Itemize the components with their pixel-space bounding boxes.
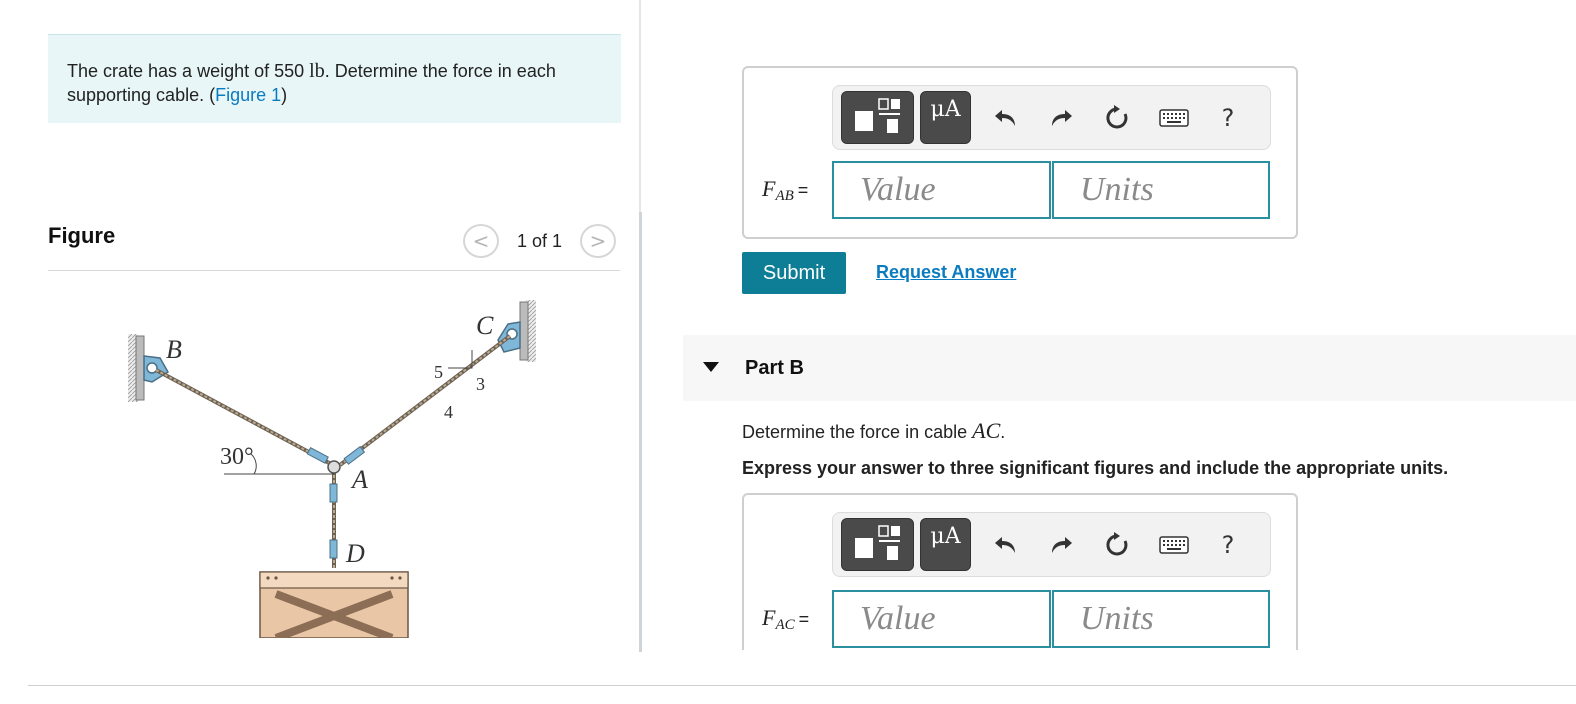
math-toolbar-a: [832, 85, 1271, 150]
f-ac-units-input[interactable]: Units: [1052, 590, 1270, 648]
chevron-left-icon: <: [472, 229, 490, 253]
reset-icon: [1103, 531, 1131, 559]
submit-button[interactable]: Submit: [742, 252, 846, 294]
figure-heading: Figure: [48, 223, 116, 248]
ring-a: [328, 461, 340, 473]
undo-icon: [993, 534, 1019, 556]
crate-cable-figure: [48, 278, 608, 638]
mu-a-button[interactable]: [920, 91, 971, 144]
label-5: 5: [434, 362, 443, 382]
f-ac-value-input[interactable]: Value: [832, 590, 1051, 648]
reset-button[interactable]: [1097, 523, 1137, 567]
problem-text-2: . Determine the force in each supporting cable. (: [67, 61, 556, 105]
crate: [260, 572, 408, 638]
keyboard-button[interactable]: [1153, 523, 1195, 567]
chevron-right-icon: >: [589, 229, 607, 253]
part-b-header[interactable]: [683, 335, 1576, 401]
weight-unit: lb: [309, 60, 325, 82]
part-b-instruction: Express your answer to three significant figures and include the appropriate units.: [742, 458, 1449, 478]
figure-divider: [48, 270, 620, 271]
mu-a-button[interactable]: [920, 518, 971, 571]
part-b-answer-box: [742, 493, 1298, 650]
collapse-triangle-icon[interactable]: [703, 362, 719, 372]
left-pane: [0, 0, 640, 652]
undo-button[interactable]: [986, 96, 1026, 140]
templates-button[interactable]: [841, 91, 914, 144]
f-ab-value-input[interactable]: Value: [832, 161, 1051, 219]
help-button[interactable]: [1208, 96, 1248, 140]
reset-icon: [1103, 104, 1131, 132]
mu-a-icon: μA: [930, 97, 961, 122]
keyboard-icon: [1159, 109, 1189, 127]
label-c: C: [476, 311, 494, 340]
keyboard-icon: [1159, 536, 1189, 554]
templates-button[interactable]: [841, 518, 914, 571]
templates-icon: [851, 97, 905, 139]
keyboard-button[interactable]: [1153, 96, 1195, 140]
math-toolbar-b: [832, 512, 1271, 577]
templates-icon: [851, 524, 905, 566]
redo-button[interactable]: [1041, 96, 1081, 140]
label-b: B: [166, 335, 182, 364]
scrollbar-thumb[interactable]: [639, 212, 642, 652]
figure-pager: [463, 224, 616, 258]
f-ab-units-input[interactable]: Units: [1052, 161, 1270, 219]
redo-button[interactable]: [1041, 523, 1081, 567]
next-figure-button[interactable]: [580, 224, 616, 258]
help-button[interactable]: [1208, 523, 1248, 567]
label-d: D: [346, 539, 365, 568]
request-answer-link[interactable]: Request Answer: [876, 262, 1017, 282]
f-ac-label: $F_{AC}$ =: [762, 605, 810, 633]
prev-figure-button[interactable]: [463, 224, 499, 258]
figure-link[interactable]: Figure 1: [215, 85, 282, 105]
figure-page-count: 1 of 1: [517, 230, 563, 251]
label-a: A: [352, 465, 368, 494]
bottom-divider: [28, 685, 1576, 686]
label-4: 4: [444, 402, 453, 422]
problem-statement: The crate has a weight of 550 lb. Determine the force in each supporting cable. (Figure 1): [48, 34, 621, 123]
f-ab-label: $F_{AB}$ =: [762, 176, 809, 204]
part-a-answer-box: [742, 66, 1298, 239]
undo-icon: [993, 107, 1019, 129]
mu-a-icon: μA: [930, 524, 961, 549]
problem-text: The crate has a weight of 550: [67, 61, 310, 81]
part-b-question: Determine the force in cable AC.: [742, 418, 1006, 443]
part-b-title: Part B: [745, 357, 804, 379]
undo-button[interactable]: [986, 523, 1026, 567]
redo-icon: [1048, 534, 1074, 556]
label-3: 3: [476, 374, 485, 394]
redo-icon: [1048, 107, 1074, 129]
help-icon: ?: [1221, 104, 1235, 132]
label-angle: 30°: [220, 444, 254, 470]
reset-button[interactable]: [1097, 96, 1137, 140]
help-icon: ?: [1221, 531, 1235, 559]
